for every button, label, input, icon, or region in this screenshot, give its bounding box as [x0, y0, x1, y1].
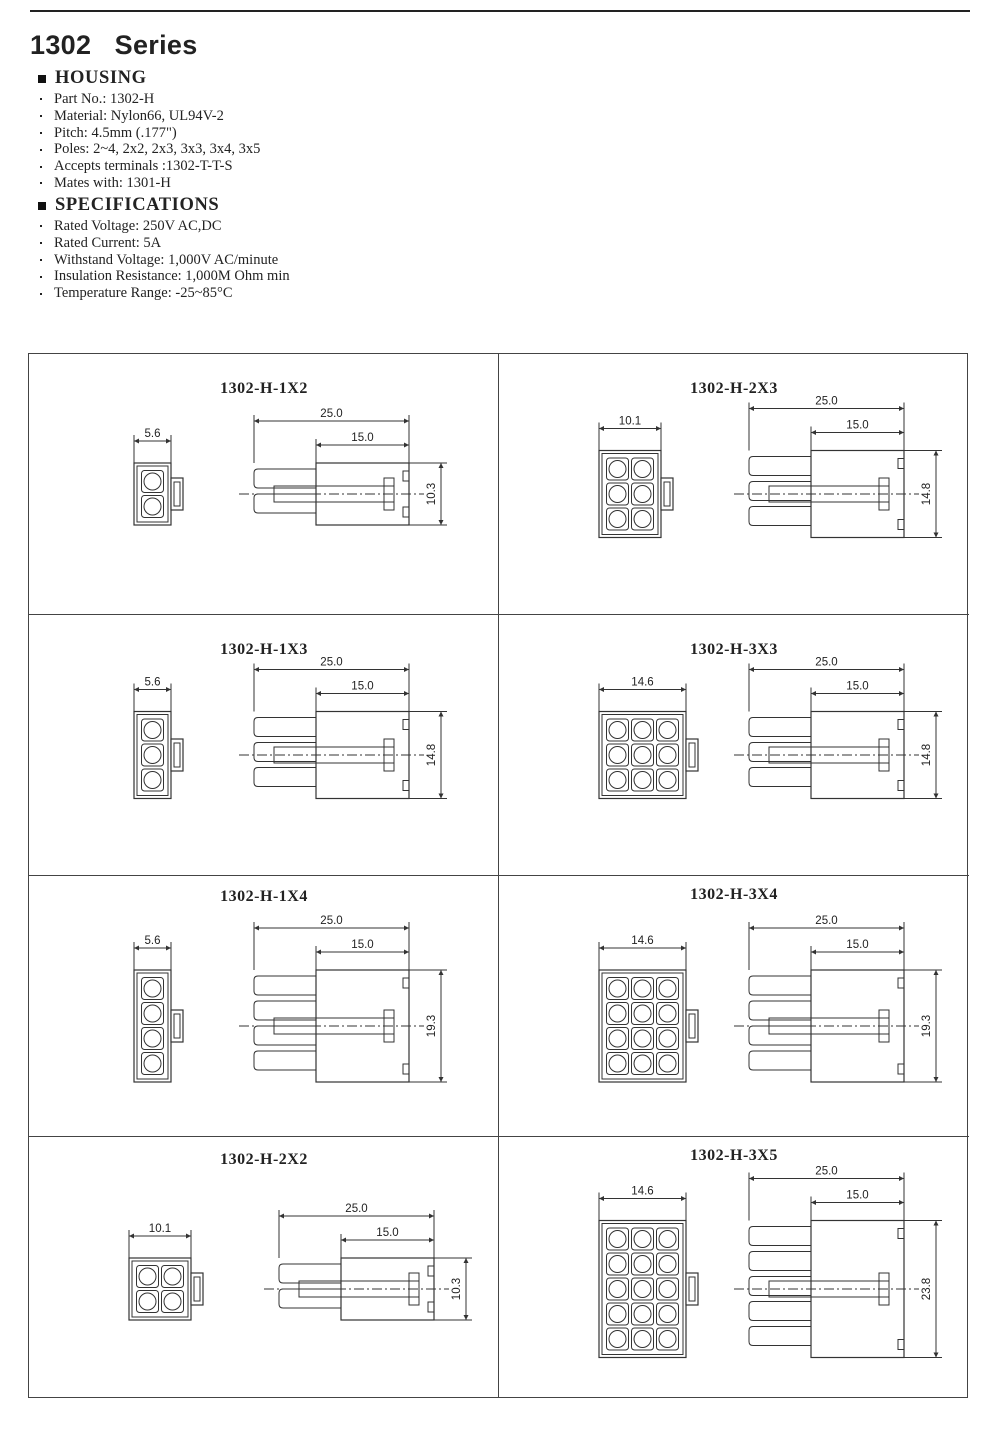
arrowhead-icon	[316, 443, 321, 448]
arrowhead-icon	[934, 533, 939, 538]
terminal-tail	[749, 1277, 811, 1296]
arrowhead-icon	[279, 1214, 284, 1219]
dimension-label: 15.0	[351, 680, 374, 693]
part-title: 1302-H-1X2	[220, 380, 308, 397]
arrowhead-icon	[439, 520, 444, 525]
terminal-tail	[254, 1026, 316, 1045]
dimension-label: 10.1	[148, 1223, 172, 1235]
part-cell	[29, 354, 499, 615]
housing-outline	[599, 970, 686, 1082]
bullet-dot-icon	[40, 149, 42, 151]
dimension-label: 25.0	[320, 408, 343, 420]
arrowhead-icon	[464, 1258, 469, 1263]
terminal-tail	[254, 768, 316, 787]
connector-drawing	[499, 1137, 969, 1398]
dimension-label: 15.0	[351, 432, 374, 444]
dimension-label: 15.0	[846, 680, 869, 693]
bullet-dot-icon	[40, 293, 42, 295]
dimension-label: 10.1	[618, 415, 642, 428]
arrowhead-icon	[134, 946, 139, 951]
connector-drawing	[29, 1137, 499, 1398]
arrowhead-icon	[811, 430, 816, 435]
list-item: Material: Nylon66, UL94V-2	[40, 108, 260, 125]
arrowhead-icon	[404, 667, 409, 672]
part-cell	[29, 876, 499, 1137]
terminal-tail	[749, 1026, 811, 1045]
part-title: 1302-H-3X4	[690, 886, 778, 903]
arrowhead-icon	[316, 691, 321, 696]
arrowhead-icon	[599, 1196, 604, 1201]
arrowhead-icon	[186, 1234, 191, 1239]
arrowhead-icon	[899, 691, 904, 696]
terminal-tail	[254, 494, 316, 513]
arrowhead-icon	[439, 463, 444, 468]
dimension-label: 15.0	[846, 419, 869, 432]
dimension-label: 25.0	[345, 1203, 368, 1215]
arrowhead-icon	[254, 667, 259, 672]
arrowhead-icon	[166, 946, 171, 951]
side-view	[239, 408, 447, 525]
part-cell	[499, 615, 969, 876]
front-view	[134, 428, 183, 525]
arrowhead-icon	[749, 406, 754, 411]
arrowhead-icon	[404, 419, 409, 424]
dimension-label: 15.0	[376, 1227, 399, 1239]
side-view	[734, 396, 942, 538]
dimension-label: 25.0	[815, 1165, 838, 1178]
terminal-tail	[749, 1001, 811, 1020]
arrowhead-icon	[681, 687, 686, 692]
housing-list	[40, 91, 260, 192]
arrowhead-icon	[439, 1077, 444, 1082]
arrowhead-icon	[749, 926, 754, 931]
terminal-tail	[749, 507, 811, 526]
list-item: Pitch: 4.5mm (.177")	[40, 125, 260, 142]
arrowhead-icon	[404, 950, 409, 955]
side-view	[734, 1166, 942, 1358]
arrowhead-icon	[811, 950, 816, 955]
arrowhead-icon	[934, 794, 939, 799]
arrowhead-icon	[681, 1196, 686, 1201]
terminal-tail	[254, 1051, 316, 1070]
arrowhead-icon	[749, 1176, 754, 1181]
list-item: Poles: 2~4, 2x2, 2x3, 3x3, 3x4, 3x5	[40, 141, 260, 158]
arrowhead-icon	[934, 451, 939, 456]
front-view	[599, 1186, 698, 1358]
arrowhead-icon	[134, 439, 139, 444]
dimension-label: 10.3	[451, 1277, 463, 1301]
dimension-label: 23.8	[921, 1277, 933, 1301]
latch	[661, 478, 673, 510]
arrowhead-icon	[254, 926, 259, 931]
latch	[171, 739, 183, 771]
front-view	[599, 935, 698, 1082]
terminal-tail	[749, 1252, 811, 1271]
dimension-label: 14.8	[426, 743, 438, 767]
drawings-grid	[28, 353, 968, 1398]
dimension-label: 15.0	[351, 939, 374, 951]
terminal-tail	[749, 457, 811, 476]
specifications-list	[40, 218, 290, 302]
arrowhead-icon	[316, 950, 321, 955]
arrowhead-icon	[899, 1200, 904, 1205]
part-cell	[499, 354, 969, 615]
arrowhead-icon	[599, 946, 604, 951]
bullet-dot-icon	[40, 225, 42, 227]
part-title: 1302-H-3X3	[690, 641, 778, 658]
list-item: Rated Current: 5A	[40, 235, 290, 252]
side-view	[239, 915, 447, 1082]
front-view	[134, 677, 183, 799]
terminal-tail	[279, 1289, 341, 1308]
connector-drawing	[499, 615, 969, 876]
latch	[171, 478, 183, 510]
bullet-dot-icon	[40, 276, 42, 278]
part-title: 1302-H-1X3	[220, 641, 308, 658]
arrowhead-icon	[934, 712, 939, 717]
arrowhead-icon	[899, 1176, 904, 1181]
list-item: Withstand Voltage: 1,000V AC/minute	[40, 252, 290, 269]
latch	[171, 1010, 183, 1042]
list-item: Insulation Resistance: 1,000M Ohm min	[40, 268, 290, 285]
part-title: 1302-H-2X2	[220, 1151, 308, 1168]
terminal-tail	[254, 1001, 316, 1020]
dimension-label: 19.3	[426, 1014, 438, 1038]
part-cell	[29, 1137, 499, 1398]
arrowhead-icon	[899, 950, 904, 955]
arrowhead-icon	[681, 946, 686, 951]
front-view	[599, 416, 673, 538]
terminal-tail	[749, 718, 811, 737]
square-bullet-icon	[38, 75, 46, 83]
terminal-tail	[749, 743, 811, 762]
arrowhead-icon	[404, 926, 409, 931]
terminal-tail	[749, 976, 811, 995]
dimension-label: 14.6	[631, 1185, 654, 1198]
list-item: Mates with: 1301-H	[40, 175, 260, 192]
housing-outline	[134, 712, 171, 799]
bullet-dot-icon	[40, 259, 42, 261]
dimension-label: 25.0	[815, 656, 838, 669]
terminal-tail	[279, 1264, 341, 1283]
arrowhead-icon	[254, 419, 259, 424]
terminal-tail	[749, 1051, 811, 1070]
specifications-heading-text: SPECIFICATIONS	[55, 195, 220, 215]
terminal-tail	[749, 768, 811, 787]
housing-outline	[599, 712, 686, 799]
arrowhead-icon	[599, 687, 604, 692]
terminal-tail	[749, 1227, 811, 1246]
arrowhead-icon	[749, 667, 754, 672]
terminal-tail	[254, 743, 316, 762]
latch	[686, 739, 698, 771]
part-title: 1302-H-1X4	[220, 888, 308, 905]
dimension-label: 25.0	[320, 915, 343, 927]
bullet-dot-icon	[40, 242, 42, 244]
specifications-heading	[38, 195, 219, 216]
arrowhead-icon	[439, 970, 444, 975]
bullet-dot-icon	[40, 115, 42, 117]
arrowhead-icon	[899, 406, 904, 411]
arrowhead-icon	[811, 691, 816, 696]
front-view	[129, 1223, 203, 1320]
bullet-dot-icon	[40, 166, 42, 168]
dimension-label: 5.6	[144, 428, 161, 440]
connector-drawing	[29, 354, 499, 615]
bullet-dot-icon	[40, 132, 42, 134]
side-view	[734, 657, 942, 799]
dimension-label: 15.0	[846, 939, 869, 951]
housing-outline	[599, 451, 661, 538]
square-bullet-icon	[38, 202, 46, 210]
arrowhead-icon	[934, 1077, 939, 1082]
latch	[686, 1010, 698, 1042]
arrowhead-icon	[134, 687, 139, 692]
arrowhead-icon	[899, 667, 904, 672]
list-item: Part No.: 1302-H	[40, 91, 260, 108]
part-cell	[499, 1137, 969, 1398]
housing-heading-text: HOUSING	[55, 68, 147, 88]
dimension-label: 5.6	[144, 935, 161, 947]
terminal-tail	[749, 482, 811, 501]
terminal-tail	[749, 1327, 811, 1346]
terminal-tail	[254, 469, 316, 488]
part-title: 1302-H-2X3	[690, 380, 778, 397]
arrowhead-icon	[599, 426, 604, 431]
series-title: 1302 Series	[30, 30, 198, 60]
dimension-label: 25.0	[320, 656, 343, 669]
arrowhead-icon	[439, 712, 444, 717]
arrowhead-icon	[899, 430, 904, 435]
housing-outline	[599, 1221, 686, 1358]
housing-outline	[129, 1258, 191, 1320]
bullet-dot-icon	[40, 182, 42, 184]
list-item: Temperature Range: -25~85°C	[40, 285, 290, 302]
dimension-label: 5.6	[144, 676, 161, 689]
dimension-label: 25.0	[815, 915, 838, 927]
arrowhead-icon	[341, 1238, 346, 1243]
dimension-label: 14.8	[921, 482, 933, 506]
latch	[191, 1273, 203, 1305]
housing-heading	[38, 68, 147, 89]
terminal-tail	[254, 976, 316, 995]
terminal-tail	[749, 1302, 811, 1321]
arrowhead-icon	[439, 794, 444, 799]
front-view	[599, 677, 698, 799]
arrowhead-icon	[166, 439, 171, 444]
bullet-dot-icon	[40, 98, 42, 100]
dimension-label: 14.6	[631, 676, 654, 689]
connector-drawing	[499, 876, 969, 1137]
arrowhead-icon	[811, 1200, 816, 1205]
arrowhead-icon	[934, 1353, 939, 1358]
dimension-label: 19.3	[921, 1014, 933, 1038]
side-view	[239, 657, 447, 799]
part-cell	[29, 615, 499, 876]
dimension-label: 10.3	[426, 482, 438, 506]
dimension-label: 25.0	[815, 395, 838, 408]
top-rule	[30, 10, 970, 12]
terminal-tail	[254, 718, 316, 737]
front-view	[134, 935, 183, 1082]
arrowhead-icon	[429, 1238, 434, 1243]
side-view	[264, 1203, 472, 1320]
part-title: 1302-H-3X5	[690, 1147, 778, 1164]
arrowhead-icon	[129, 1234, 134, 1239]
part-cell	[499, 876, 969, 1137]
connector-drawing	[499, 354, 969, 615]
housing-outline	[134, 970, 171, 1082]
housing-outline	[134, 463, 171, 525]
latch	[686, 1273, 698, 1305]
list-item: Accepts terminals :1302-T-T-S	[40, 158, 260, 175]
dimension-label: 14.8	[921, 743, 933, 767]
arrowhead-icon	[899, 926, 904, 931]
connector-drawing	[29, 615, 499, 876]
dimension-label: 14.6	[631, 935, 654, 947]
side-view	[734, 915, 942, 1082]
arrowhead-icon	[166, 687, 171, 692]
arrowhead-icon	[934, 970, 939, 975]
arrowhead-icon	[429, 1214, 434, 1219]
connector-drawing	[29, 876, 499, 1137]
arrowhead-icon	[656, 426, 661, 431]
arrowhead-icon	[934, 1221, 939, 1226]
arrowhead-icon	[404, 443, 409, 448]
arrowhead-icon	[464, 1315, 469, 1320]
dimension-label: 15.0	[846, 1189, 869, 1202]
arrowhead-icon	[404, 691, 409, 696]
list-item: Rated Voltage: 250V AC,DC	[40, 218, 290, 235]
